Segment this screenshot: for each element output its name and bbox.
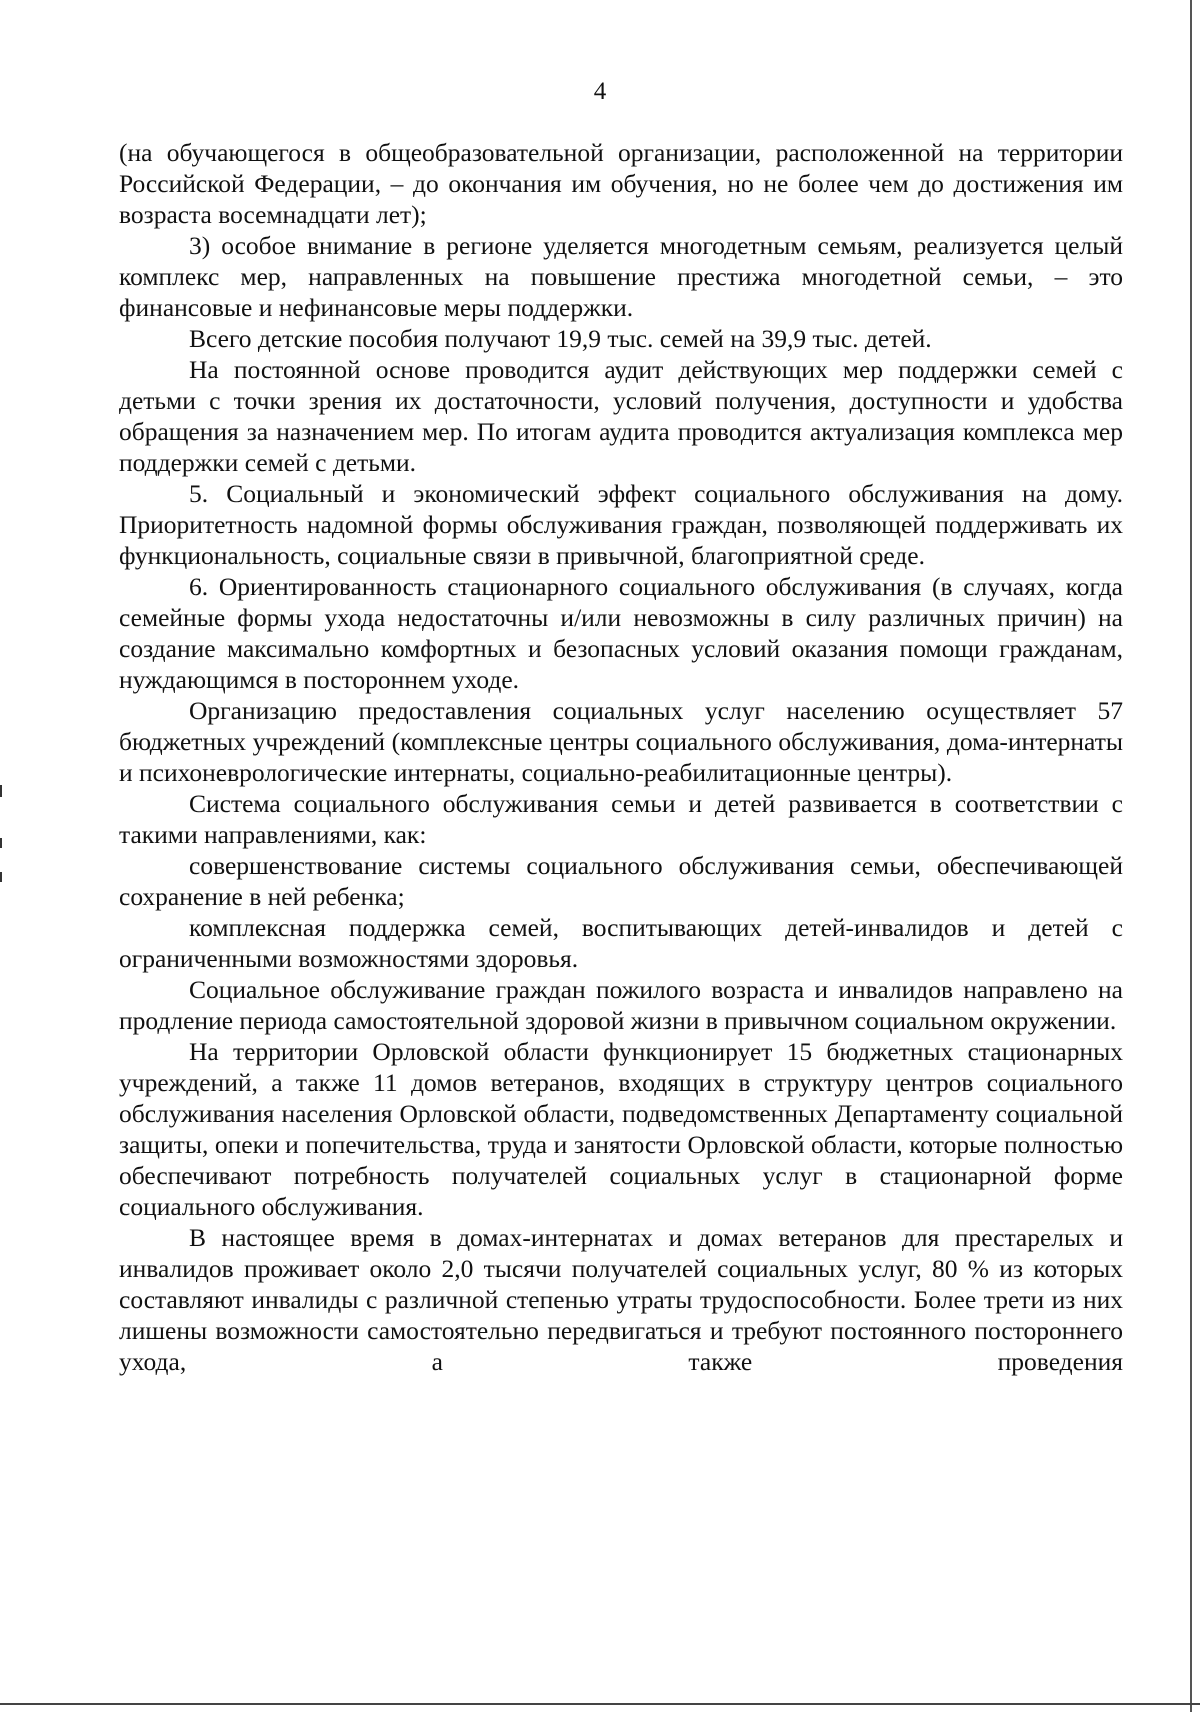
- paragraph-3: Всего детские пособия получают 19,9 тыс. семей на 39,9 тыс. детей.: [189, 324, 932, 353]
- paragraph-7: Организацию предоставления социальных услуг населению осуществляет 57 бюджетных учреждений (комплексные центры социального обслуживания, дома-интернаты и психоневрологические интернаты, социально-реабилитационные центры).: [119, 696, 1123, 787]
- page-number: 4: [593, 78, 607, 105]
- paragraph-1: (на обучающегося в общеобразовательной организации, расположенной на территории Российской Федерации, – до окончания им обучения, но не более чем до достижения им возраста восемнадцати лет);: [119, 138, 1123, 229]
- page-edge-right: [1190, 0, 1192, 1712]
- document-body: [119, 137, 1123, 1377]
- paragraph-4: На постоянной основе проводится аудит действующих мер поддержки семей с детьми с точки зрения их достаточности, условий получения, доступности и удобства обращения за назначением мер. По итогам аудита проводится актуализация комплекса мер поддержки семей с детьми.: [119, 355, 1123, 477]
- paragraph-2: 3) особое внимание в регионе уделяется многодетным семьям, реализуется целый комплекс мер, направленных на повышение престижа многодетной семьи, – это финансовые и нефинансовые меры поддержки.: [119, 231, 1123, 322]
- paragraph-11: Социальное обслуживание граждан пожилого возраста и инвалидов направлено на продление периода самостоятельной здоровой жизни в привычном социальном окружении.: [119, 975, 1123, 1035]
- paragraph-12: На территории Орловской области функционирует 15 бюджетных стационарных учреждений, а также 11 домов ветеранов, входящих в структуру центров социального обслуживания населения Орловской области, подведомственных Департаменту социальной защиты, опеки и попечительства, труда и занятости Орловской области, которые полностью обеспечивают потребность получателей социальных услуг в стационарной форме социального обслуживания.: [119, 1037, 1123, 1221]
- paragraph-6: 6. Ориентированность стационарного социального обслуживания (в случаях, когда семейные формы ухода недостаточны и/или невозможны в силу различных причин) на создание максимально комфортных и безопасных условий оказания помощи гражданам, нуждающимся в постороннем уходе.: [119, 572, 1123, 694]
- page-edge-bottom: [0, 1703, 1200, 1705]
- paragraph-13: В настоящее время в домах-интернатах и домах ветеранов для престарелых и инвалидов проживает около 2,0 тысячи получателей социальных услуг, 80 % из которых составляют инвалиды с различной степенью утраты трудоспособности. Более трети из них лишены возможности самостоятельно передвигаться и требуют постоянного постороннего ухода, а также проведения: [119, 1223, 1123, 1376]
- paragraph-8: Система социального обслуживания семьи и детей развивается в соответствии с такими направлениями, как:: [119, 789, 1123, 849]
- paragraph-10: комплексная поддержка семей, воспитывающих детей-инвалидов и детей с ограниченными возможностями здоровья.: [119, 913, 1123, 973]
- scan-mark: [0, 838, 2, 848]
- scan-mark: [0, 785, 2, 797]
- paragraph-9: совершенствование системы социального обслуживания семьи, обеспечивающей сохранение в ней ребенка;: [119, 851, 1123, 911]
- scan-mark: [0, 872, 2, 882]
- paragraph-5: 5. Социальный и экономический эффект социального обслуживания на дому. Приоритетность надомной формы обслуживания граждан, позволяющей поддерживать их функциональность, социальные связи в привычной, благоприятной среде.: [119, 479, 1123, 570]
